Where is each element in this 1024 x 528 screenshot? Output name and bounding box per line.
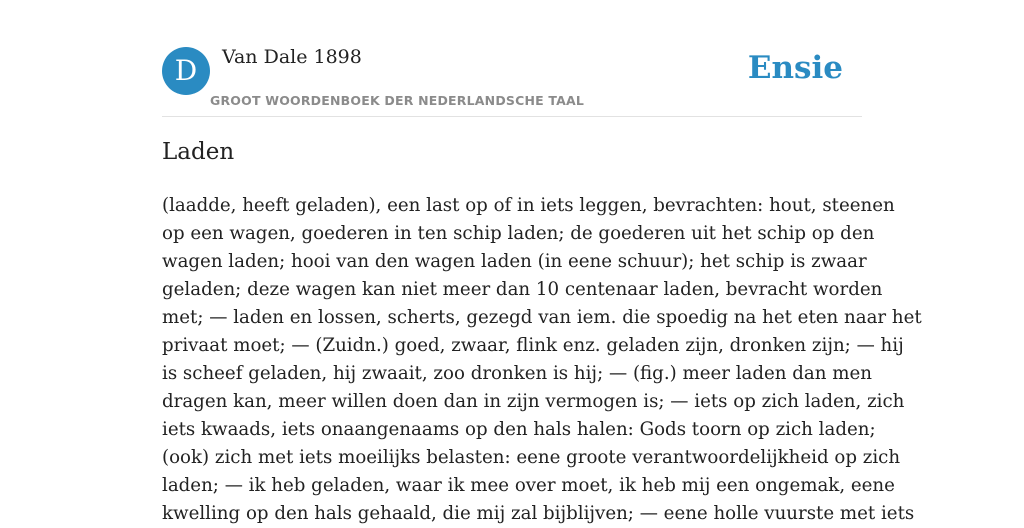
dictionary-header bbox=[162, 0, 862, 117]
dictionary-logo-icon[interactable]: D bbox=[162, 47, 210, 95]
definition-line: wagen laden; hooi van den wagen laden (in eene schuur); het schip is zwaar bbox=[162, 251, 867, 272]
definition-line: op een wagen, goederen in ten schip laden; de goederen uit het schip op den bbox=[162, 223, 875, 244]
definition-line: (laadde, heeft geladen), een last op of in iets leggen, bevrachten: hout, steenen bbox=[162, 195, 895, 216]
dictionary-subtitle: GROOT WOORDENBOEK DER NEDERLANDSCHE TAAL bbox=[210, 93, 585, 108]
brand-logo[interactable]: Ensie bbox=[747, 50, 843, 86]
definition-line: geladen; deze wagen kan niet meer dan 10 centenaar laden, bevracht worden bbox=[162, 279, 883, 300]
definition-line: laden; — ik heb geladen, waar ik mee over moet, ik heb mij een ongemak, eene bbox=[162, 475, 895, 496]
definition-line: kwelling op den hals gehaald, die mij zal bijblijven; — eene holle vuurste met iets bbox=[162, 503, 915, 524]
definition-line: met; — laden en lossen, scherts, gezegd van iem. die spoedig na het eten naar het bbox=[162, 307, 922, 328]
definition-line: dragen kan, meer willen doen dan in zijn vermogen is; — iets op zich laden, zich bbox=[162, 391, 905, 412]
definition-line: iets kwaads, iets onaangenaams op den hals halen: Gods toorn op zich laden; bbox=[162, 419, 876, 440]
definition-line: is scheef geladen, hij zwaait, zoo dronken is hij; — (fig.) meer laden dan men bbox=[162, 363, 872, 384]
definition-line: privaat moet; — (Zuidn.) goed, zwaar, flink enz. geladen zijn, dronken zijn; — hij bbox=[162, 335, 904, 356]
definition-line: (ook) zich met iets moeilijks belasten: eene groote verantwoordelijkheid op zich bbox=[162, 447, 901, 468]
entry-definition bbox=[162, 192, 922, 528]
entry-term: Laden bbox=[162, 139, 235, 165]
dictionary-name[interactable]: Van Dale 1898 bbox=[222, 46, 362, 68]
